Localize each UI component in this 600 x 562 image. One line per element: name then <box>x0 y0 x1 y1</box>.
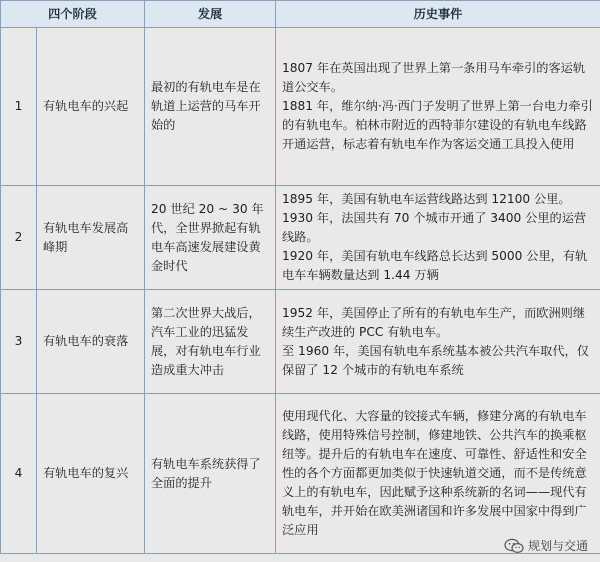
events-cell <box>276 290 600 394</box>
event-text: 至 1960 年，美国有轨电车系统基本被公共汽车取代，仅保留了 12 个城市的有轨电车系统 <box>282 343 589 377</box>
event-text: 1807 年在英国出现了世界上第一条用马车牵引的客运轨道公交车。 <box>282 61 586 94</box>
stage-cell: 有轨电车的兴起 <box>37 28 145 186</box>
table-header-row <box>1 1 600 28</box>
event-text: 1920 年，美国有轨电车线路总长达到 5000 公里，有轨电车车辆数量达到 1.44 万辆 <box>282 249 588 282</box>
header-stages: 四个阶段 <box>1 1 145 28</box>
events-cell <box>276 28 600 186</box>
event-text: 使用现代化、大容量的铰接式车辆，修建分离的有轨电车线路，使用特殊信号控制，修建地铁、公共汽车的换乘枢纽等。提升后的有轨电车在速度、可靠性、舒适性和安全性的各个方面都更加类似于快速轨道交通，而不是传统意义上的有轨电车，因此赋予这种系统新的名词——现代有轨电车，并开始在欧美洲诸国和许多发展中国家中得到广泛应用 <box>282 409 587 537</box>
event-text: 1895 年，美国有轨电车运营线路达到 12100 公里。 <box>282 192 571 206</box>
header-development: 发展 <box>145 1 276 28</box>
stage-cell: 有轨电车的衰落 <box>37 290 145 394</box>
events-cell <box>276 186 600 290</box>
wechat-icon <box>504 538 524 554</box>
event-text: 1930 年，法国共有 70 个城市开通了 3400 公里的运营线路。 <box>282 211 587 244</box>
event-text: 1952 年，美国停止了所有的有轨电车生产，而欧洲则继续生产改进的 PCC 有轨电车。 <box>282 305 586 339</box>
events-cell <box>276 394 600 554</box>
development-cell: 第二次世界大战后，汽车工业的迅猛发展，对有轨电车行业造成重大冲击 <box>145 290 276 394</box>
table-row <box>1 290 600 394</box>
table-row <box>1 394 600 554</box>
table-row <box>1 28 600 186</box>
header-events: 历史事件 <box>276 1 600 28</box>
row-number: 1 <box>1 28 37 186</box>
table-row <box>1 186 600 290</box>
event-text: 1881 年，维尔纳·冯·西门子发明了世界上第一台电力牵引的有轨电车。柏林市附近的西特菲尔建设的有轨电车线路开通运营，标志着有轨电车作为客运交通工具投入使用 <box>282 99 593 151</box>
watermark <box>504 537 588 554</box>
development-cell: 有轨电车系统获得了全面的提升 <box>145 394 276 554</box>
watermark-text: 规划与交通 <box>527 539 588 553</box>
development-cell: 20 世纪 20 ~ 30 年代，全世界掀起有轨电车高速发展建设黄金时代 <box>145 186 276 290</box>
row-number: 4 <box>1 394 37 554</box>
row-number: 2 <box>1 186 37 290</box>
stage-cell: 有轨电车的复兴 <box>37 394 145 554</box>
row-number: 3 <box>1 290 37 394</box>
development-cell: 最初的有轨电车是在轨道上运营的马车开始的 <box>145 28 276 186</box>
stage-cell: 有轨电车发展高峰期 <box>37 186 145 290</box>
